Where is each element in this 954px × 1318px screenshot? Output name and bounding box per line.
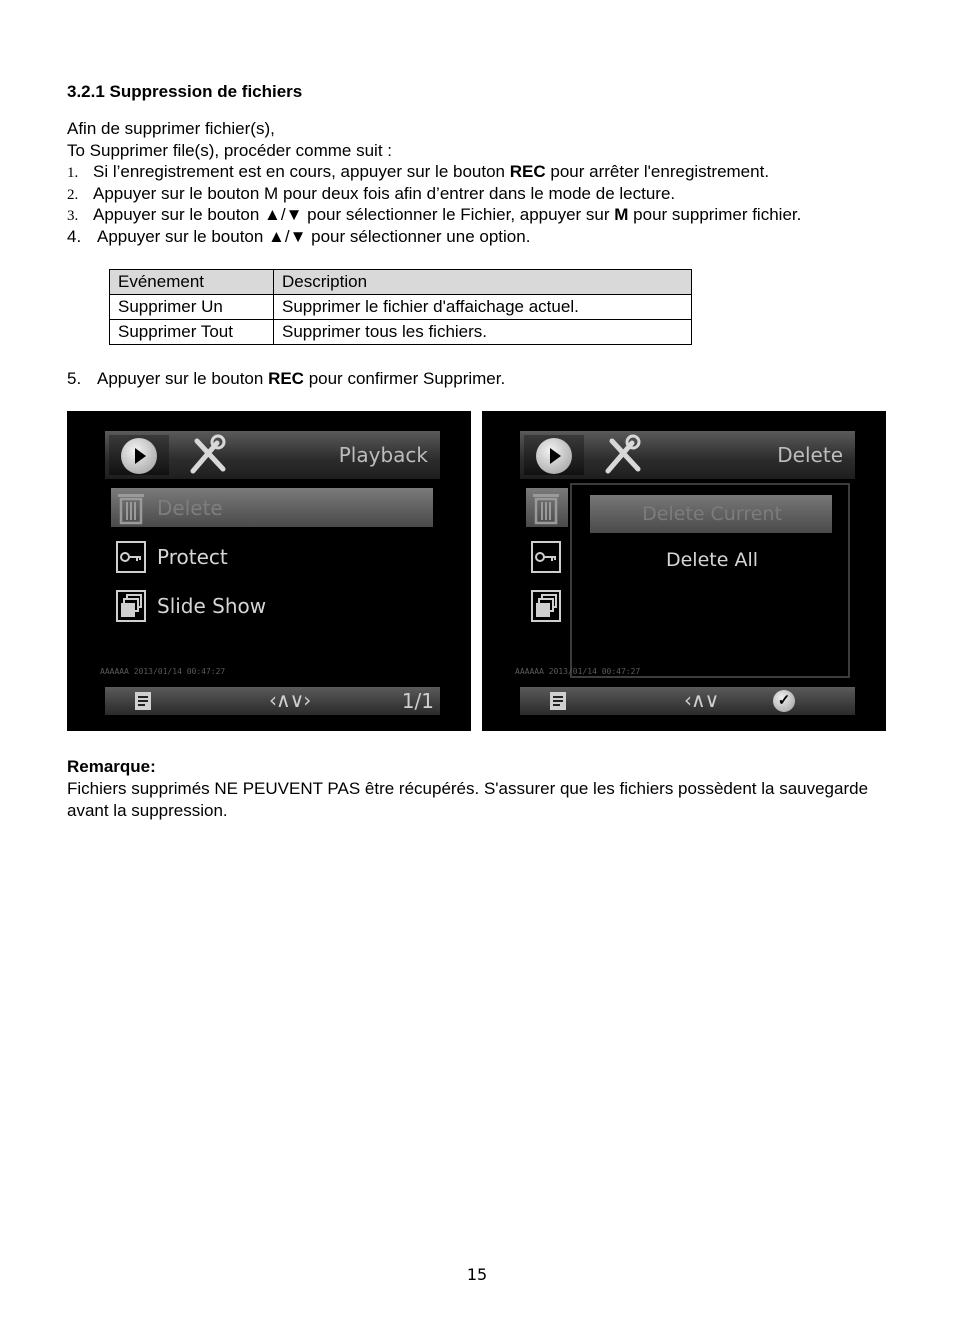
remark-body: Fichiers supprimés NE PEUVENT PAS être récupérés. S'assurer que les fichiers possèdent la sauvegarde avant la suppression. <box>67 779 869 820</box>
table-cell: Supprimer Un <box>110 295 274 320</box>
confirm-icon[interactable]: ✓ <box>773 690 795 712</box>
delete-submenu <box>570 483 850 678</box>
step-5 <box>67 369 505 389</box>
step-text: pour arrêter l'enregistrement. <box>545 162 770 181</box>
document-icon <box>133 691 153 711</box>
bottom-bar <box>520 687 855 715</box>
trash-icon <box>115 491 147 525</box>
step-bold: REC <box>509 162 546 181</box>
step-text: Appuyer sur le bouton <box>97 369 269 388</box>
navigation-arrows[interactable]: ‹∧∨ <box>684 688 719 712</box>
table-cell: Supprimer Tout <box>110 320 274 345</box>
table-cell: Supprimer le fichier d'affaichage actuel. <box>274 295 692 320</box>
option-delete-all[interactable]: Delete All <box>665 549 759 571</box>
remark-title: Remarque: <box>67 757 156 776</box>
slideshow-icon <box>530 589 562 623</box>
table-row <box>110 295 692 320</box>
tools-icon[interactable] <box>602 433 646 477</box>
table-row <box>110 320 692 345</box>
delete-menu-screenshot <box>482 411 886 731</box>
top-bar <box>105 431 440 479</box>
table-header-cell: Evénement <box>110 270 274 295</box>
menu-title: Delete <box>777 443 843 467</box>
menu-title: Playback <box>338 443 428 467</box>
step-text: pour confirmer Supprimer. <box>303 369 506 388</box>
step-text: Si l’enregistrement est en cours, appuyer sur le bouton <box>93 162 510 181</box>
intro-line-2: To Supprimer file(s), procéder comme suit : <box>67 141 392 160</box>
step-number: 1. <box>67 165 79 181</box>
menu-item-slide-show[interactable]: Slide Show <box>157 594 267 618</box>
table-header-row <box>110 270 692 295</box>
section-heading: 3.2.1 Suppression de fichiers <box>67 82 303 101</box>
menu-item-delete[interactable]: Delete <box>157 496 223 520</box>
step-1 <box>67 162 769 182</box>
step-2 <box>67 184 675 204</box>
intro-line-1: Afin de supprimer fichier(s), <box>67 119 275 138</box>
step-bold: REC <box>268 369 304 388</box>
step-number: 4. <box>67 227 82 246</box>
navigation-arrows[interactable]: ‹∧∨› <box>269 688 311 712</box>
step-text: Appuyer sur le bouton ▲/▼ pour sélectionner une option. <box>97 227 531 246</box>
menu-item-protect[interactable]: Protect <box>157 545 228 569</box>
step-number: 3. <box>67 208 79 224</box>
slideshow-icon <box>115 589 147 623</box>
page-number: 15 <box>466 1265 488 1284</box>
step-text: Appuyer sur le bouton ▲/▼ pour sélectionner le Fichier, appuyer sur <box>93 205 615 224</box>
play-icon <box>121 438 157 474</box>
key-icon <box>115 540 147 574</box>
key-icon <box>530 540 562 574</box>
playback-menu-screenshot <box>67 411 471 731</box>
step-3 <box>67 205 801 225</box>
timestamp: AAAAAA 2013/01/14 00:47:27 <box>100 667 226 676</box>
page-indicator: 1/1 <box>401 689 434 713</box>
trash-icon <box>530 491 562 525</box>
document-icon <box>548 691 568 711</box>
tools-icon[interactable] <box>187 433 231 477</box>
event-table <box>109 269 692 345</box>
step-4 <box>67 227 530 247</box>
table-cell: Supprimer tous les fichiers. <box>274 320 692 345</box>
timestamp: AAAAAA 2013/01/14 00:47:27 <box>515 667 641 676</box>
step-number: 2. <box>67 187 79 203</box>
bottom-bar <box>105 687 440 715</box>
step-text: pour supprimer fichier. <box>628 205 802 224</box>
play-icon <box>536 438 572 474</box>
step-text: Appuyer sur le bouton M pour deux fois afin d’entrer dans le mode de lecture. <box>93 184 676 203</box>
playback-mode-tab[interactable] <box>109 435 169 475</box>
top-bar <box>520 431 855 479</box>
table-header-cell: Description <box>274 270 692 295</box>
option-delete-current[interactable]: Delete Current <box>642 503 782 525</box>
step-bold: M <box>614 205 629 224</box>
playback-mode-tab[interactable] <box>524 435 584 475</box>
step-number: 5. <box>67 369 82 388</box>
